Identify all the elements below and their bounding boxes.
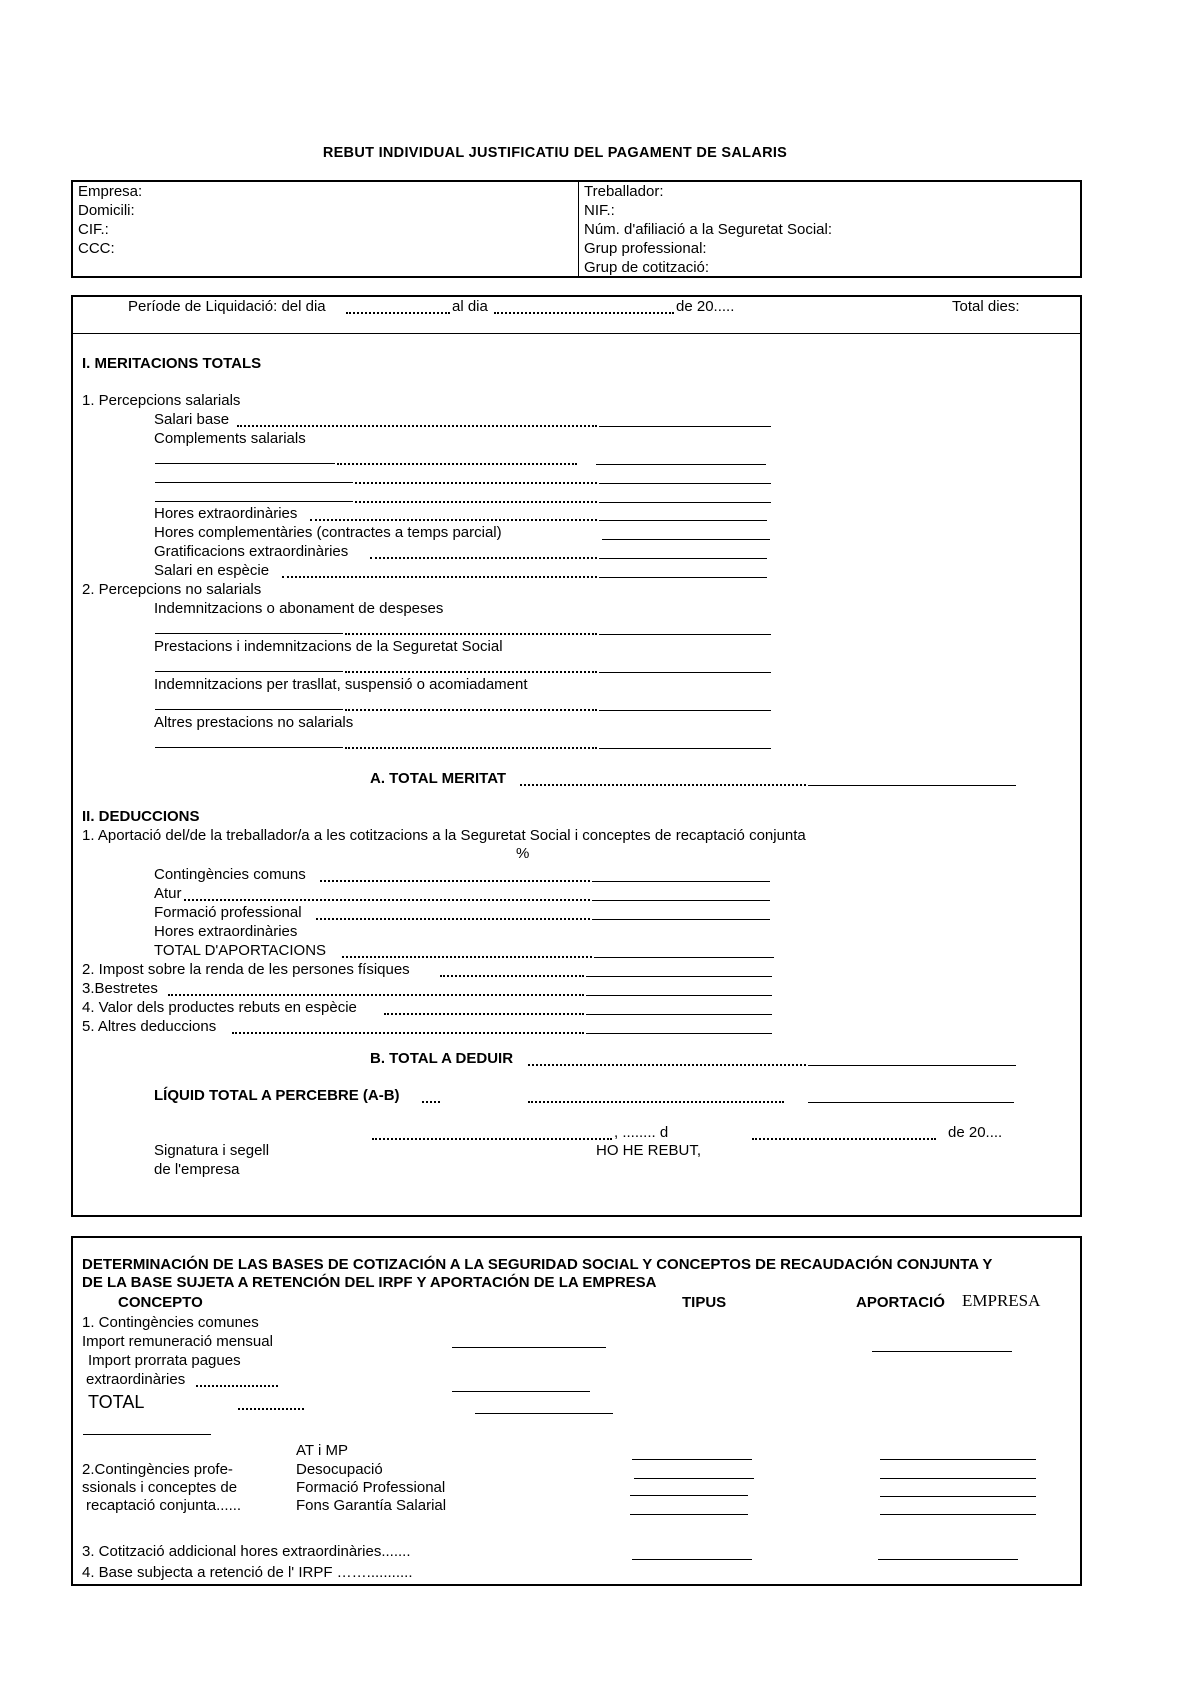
hores-compl-line [602, 539, 770, 540]
altres-prestacions-label: Altres prestacions no salarials [154, 714, 354, 731]
tipus-header: TIPUS [682, 1294, 727, 1311]
treballador-label: Treballador: [584, 183, 664, 200]
import-prorrata-line [452, 1391, 590, 1392]
complement-2-blank [155, 482, 353, 483]
indemnitzacions-blank [155, 633, 343, 634]
desocupacio-label: Desocupació [296, 1461, 383, 1478]
hores-extra-ded-label: Hores extraordinàries [154, 923, 298, 940]
prestacions-line [599, 672, 771, 673]
trasllat-label: Indemnitzacions per trasllat, suspensió o acomiadament [154, 676, 528, 693]
indemnitzacions-line [599, 634, 771, 635]
complement-1-dots [337, 463, 577, 465]
header-box [71, 180, 1082, 278]
contingencies-dots [320, 880, 590, 882]
salari-base-label: Salari base [154, 411, 230, 428]
bestretes-dots [168, 994, 584, 996]
domicili-label: Domicili: [78, 202, 135, 219]
valor-especie-dots [384, 1013, 584, 1015]
period-divider [72, 333, 1080, 334]
total-bases-label: TOTAL [88, 1392, 145, 1412]
total-deduir-line [808, 1065, 1016, 1066]
gratificacions-dots [370, 557, 597, 559]
base-irpf-label: 4. Base subjecta a retenció de l' IRPF ……........... [82, 1564, 413, 1581]
gratificacions-line [599, 558, 767, 559]
total-aportacions-line [594, 957, 774, 958]
contingencies-line [592, 881, 770, 882]
complement-3-line [599, 502, 771, 503]
section1-title: I. MERITACIONS TOTALS [82, 355, 262, 372]
complement-3-dots [355, 501, 597, 503]
altres-prestacions-dots [345, 747, 597, 749]
percent-sign: % [516, 845, 530, 862]
irpf-label: 2. Impost sobre la renda de les persones físiques [82, 961, 410, 978]
empresa-label: Empresa: [78, 183, 143, 200]
salari-base-dots [237, 425, 597, 427]
trasllat-blank [155, 709, 343, 710]
nif-label: NIF.: [584, 202, 615, 219]
ccc-label: CCC: [78, 240, 115, 257]
indemnitzacions-label: Indemnitzacions o abonament de despeses [154, 600, 444, 617]
irpf-line [586, 976, 772, 977]
import-prorrata-label-2: extraordinàries [86, 1371, 186, 1388]
liquid-total-label: LÍQUID TOTAL A PERCEBRE (A-B) [154, 1087, 400, 1104]
period-dots-1 [346, 312, 450, 314]
period-al-dia: al dia [452, 298, 488, 315]
total-aportacions-dots [342, 956, 592, 958]
formacio-dots [316, 918, 590, 920]
percepcions-salarials: 1. Percepcions salarials [82, 392, 241, 409]
irpf-dots [440, 975, 584, 977]
atimp-tipus-line [632, 1459, 752, 1460]
atur-line [592, 900, 770, 901]
import-prorrata-label-1: Import prorrata pagues [88, 1352, 241, 1369]
fons-garantia-label: Fons Garantía Salarial [296, 1497, 447, 1514]
bases-title-1: DETERMINACIÓN DE LAS BASES DE COTIZACIÓN A LA SEGURIDAD SOCIAL Y CONCEPTOS DE RECAUDACIÓN CONJUNTA Y [82, 1256, 993, 1273]
import-remuneracio-line [452, 1347, 606, 1348]
salari-base-line [599, 426, 771, 427]
grup-cotitzacio-label: Grup de cotització: [584, 259, 710, 276]
cotitzacio-addicional-tipus-line [632, 1559, 752, 1560]
valor-especie-line [586, 1014, 772, 1015]
total-dies-label: Total dies: [952, 298, 1020, 315]
altres-deduccions-line [586, 1033, 772, 1034]
contingencies-prof-3: recaptació conjunta...... [86, 1497, 242, 1514]
formacio-label: Formació professional [154, 904, 302, 921]
ho-he-rebut-label: HO HE REBUT, [596, 1142, 702, 1159]
prestacions-dots [345, 671, 597, 673]
trasllat-line [599, 710, 771, 711]
complement-2-dots [355, 482, 597, 484]
hores-compl-label: Hores complementàries (contractes a temps parcial) [154, 524, 502, 541]
atimp-empresa-line [880, 1459, 1036, 1460]
formacio-empresa-line [880, 1496, 1036, 1497]
desocupacio-tipus-line [634, 1478, 754, 1479]
bases-title-2: DE LA BASE SUJETA A RETENCIÓN DEL IRPF Y APORTACIÓN DE LA EMPRESA [82, 1274, 657, 1291]
fons-tipus-line [630, 1514, 748, 1515]
prestacions-blank [155, 671, 343, 672]
at-imp-label: AT i MP [296, 1442, 348, 1459]
empresa-header: EMPRESA [962, 1291, 1041, 1310]
percepcions-no-salarials: 2. Percepcions no salarials [82, 581, 262, 598]
fons-empresa-line [880, 1514, 1036, 1515]
date-month-dots [752, 1138, 936, 1140]
liquid-dots-short [422, 1101, 440, 1103]
date-d: , ........ d [614, 1124, 669, 1141]
date-place-dots [372, 1138, 612, 1140]
complement-1-line [596, 464, 766, 465]
signatura-empresa-label: de l'empresa [154, 1161, 240, 1178]
total-deduir-dots [528, 1064, 806, 1066]
salari-especie-dots [282, 576, 597, 578]
hores-extra-label: Hores extraordinàries [154, 505, 298, 522]
grup-professional-label: Grup professional: [584, 240, 707, 257]
complement-3-blank [155, 501, 353, 502]
section2-title: II. DEDUCCIONS [82, 808, 200, 825]
period-de-20: de 20..... [676, 298, 735, 315]
cotitzacio-addicional-empresa-line [878, 1559, 1018, 1560]
formacio-prof-label: Formació Professional [296, 1479, 446, 1496]
liquid-total-line [808, 1102, 1014, 1103]
total-bases-dots [238, 1408, 304, 1410]
salari-especie-label: Salari en espècie [154, 562, 270, 579]
total-meritat-dots [520, 784, 806, 786]
total-meritat-line [808, 785, 1016, 786]
trasllat-dots [345, 709, 597, 711]
date-de-20: de 20.... [948, 1124, 1003, 1141]
total-aportacions-label: TOTAL D'APORTACIONS [154, 942, 327, 959]
altres-prestacions-line [599, 748, 771, 749]
altres-deduccions-dots [232, 1032, 584, 1034]
desocupacio-empresa-line [880, 1478, 1036, 1479]
atur-dots [184, 899, 590, 901]
aportacio-header: APORTACIÓ [856, 1294, 945, 1311]
atur-label: Atur [154, 885, 182, 902]
gratificacions-label: Gratificacions extraordinàries [154, 543, 349, 560]
prestacions-label: Prestacions i indemnitzacions de la Seguretat Social [154, 638, 503, 655]
bestretes-label: 3.Bestretes [82, 980, 158, 997]
afiliacio-label: Núm. d'afiliació a la Seguretat Social: [584, 221, 832, 238]
total-deduir-label: B. TOTAL A DEDUIR [370, 1050, 514, 1067]
import-remuneracio-label: Import remuneració mensual [82, 1333, 273, 1350]
hores-extra-line [599, 520, 767, 521]
import-remuneracio-empresa-line [872, 1351, 1012, 1352]
complement-1-blank [155, 463, 335, 464]
signatura-label: Signatura i segell [154, 1142, 270, 1159]
import-prorrata-dots [196, 1385, 278, 1387]
salari-especie-line [599, 577, 767, 578]
hores-extra-dots [310, 519, 597, 521]
aportacio-label: 1. Aportació del/de la treballador/a a les cotitzacions a la Seguretat Social i conceptes de recaptació conjunta [82, 827, 806, 844]
bestretes-line [586, 995, 772, 996]
altres-prestacions-blank [155, 747, 343, 748]
altres-deduccions-label: 5. Altres deduccions [82, 1018, 217, 1035]
total-bases-left-line [83, 1434, 211, 1435]
contingencies-comunes-label: 1. Contingències comunes [82, 1314, 259, 1331]
contingencies-label: Contingències comuns [154, 866, 306, 883]
concepto-header: CONCEPTO [118, 1294, 203, 1311]
complements-label: Complements salarials [154, 430, 306, 447]
indemnitzacions-dots [345, 633, 597, 635]
complement-2-line [599, 483, 771, 484]
contingencies-prof-2: ssionals i conceptes de [82, 1479, 238, 1496]
period-dots-2 [494, 312, 674, 314]
total-meritat-label: A. TOTAL MERITAT [370, 770, 507, 787]
contingencies-prof-1: 2.Contingències profe- [82, 1461, 233, 1478]
total-bases-line [475, 1413, 613, 1414]
period-label: Període de Liquidació: del dia [128, 298, 326, 315]
page-title: REBUT INDIVIDUAL JUSTIFICATIU DEL PAGAMENT DE SALARIS [322, 145, 788, 161]
header-divider [578, 181, 579, 277]
formacio-tipus-line [630, 1495, 748, 1496]
cif-label: CIF.: [78, 221, 109, 238]
valor-especie-label: 4. Valor dels productes rebuts en espècie [82, 999, 357, 1016]
formacio-line [592, 919, 770, 920]
liquid-dots [528, 1101, 784, 1103]
cotitzacio-addicional-label: 3. Cotització addicional hores extraordinàries....... [82, 1543, 411, 1560]
